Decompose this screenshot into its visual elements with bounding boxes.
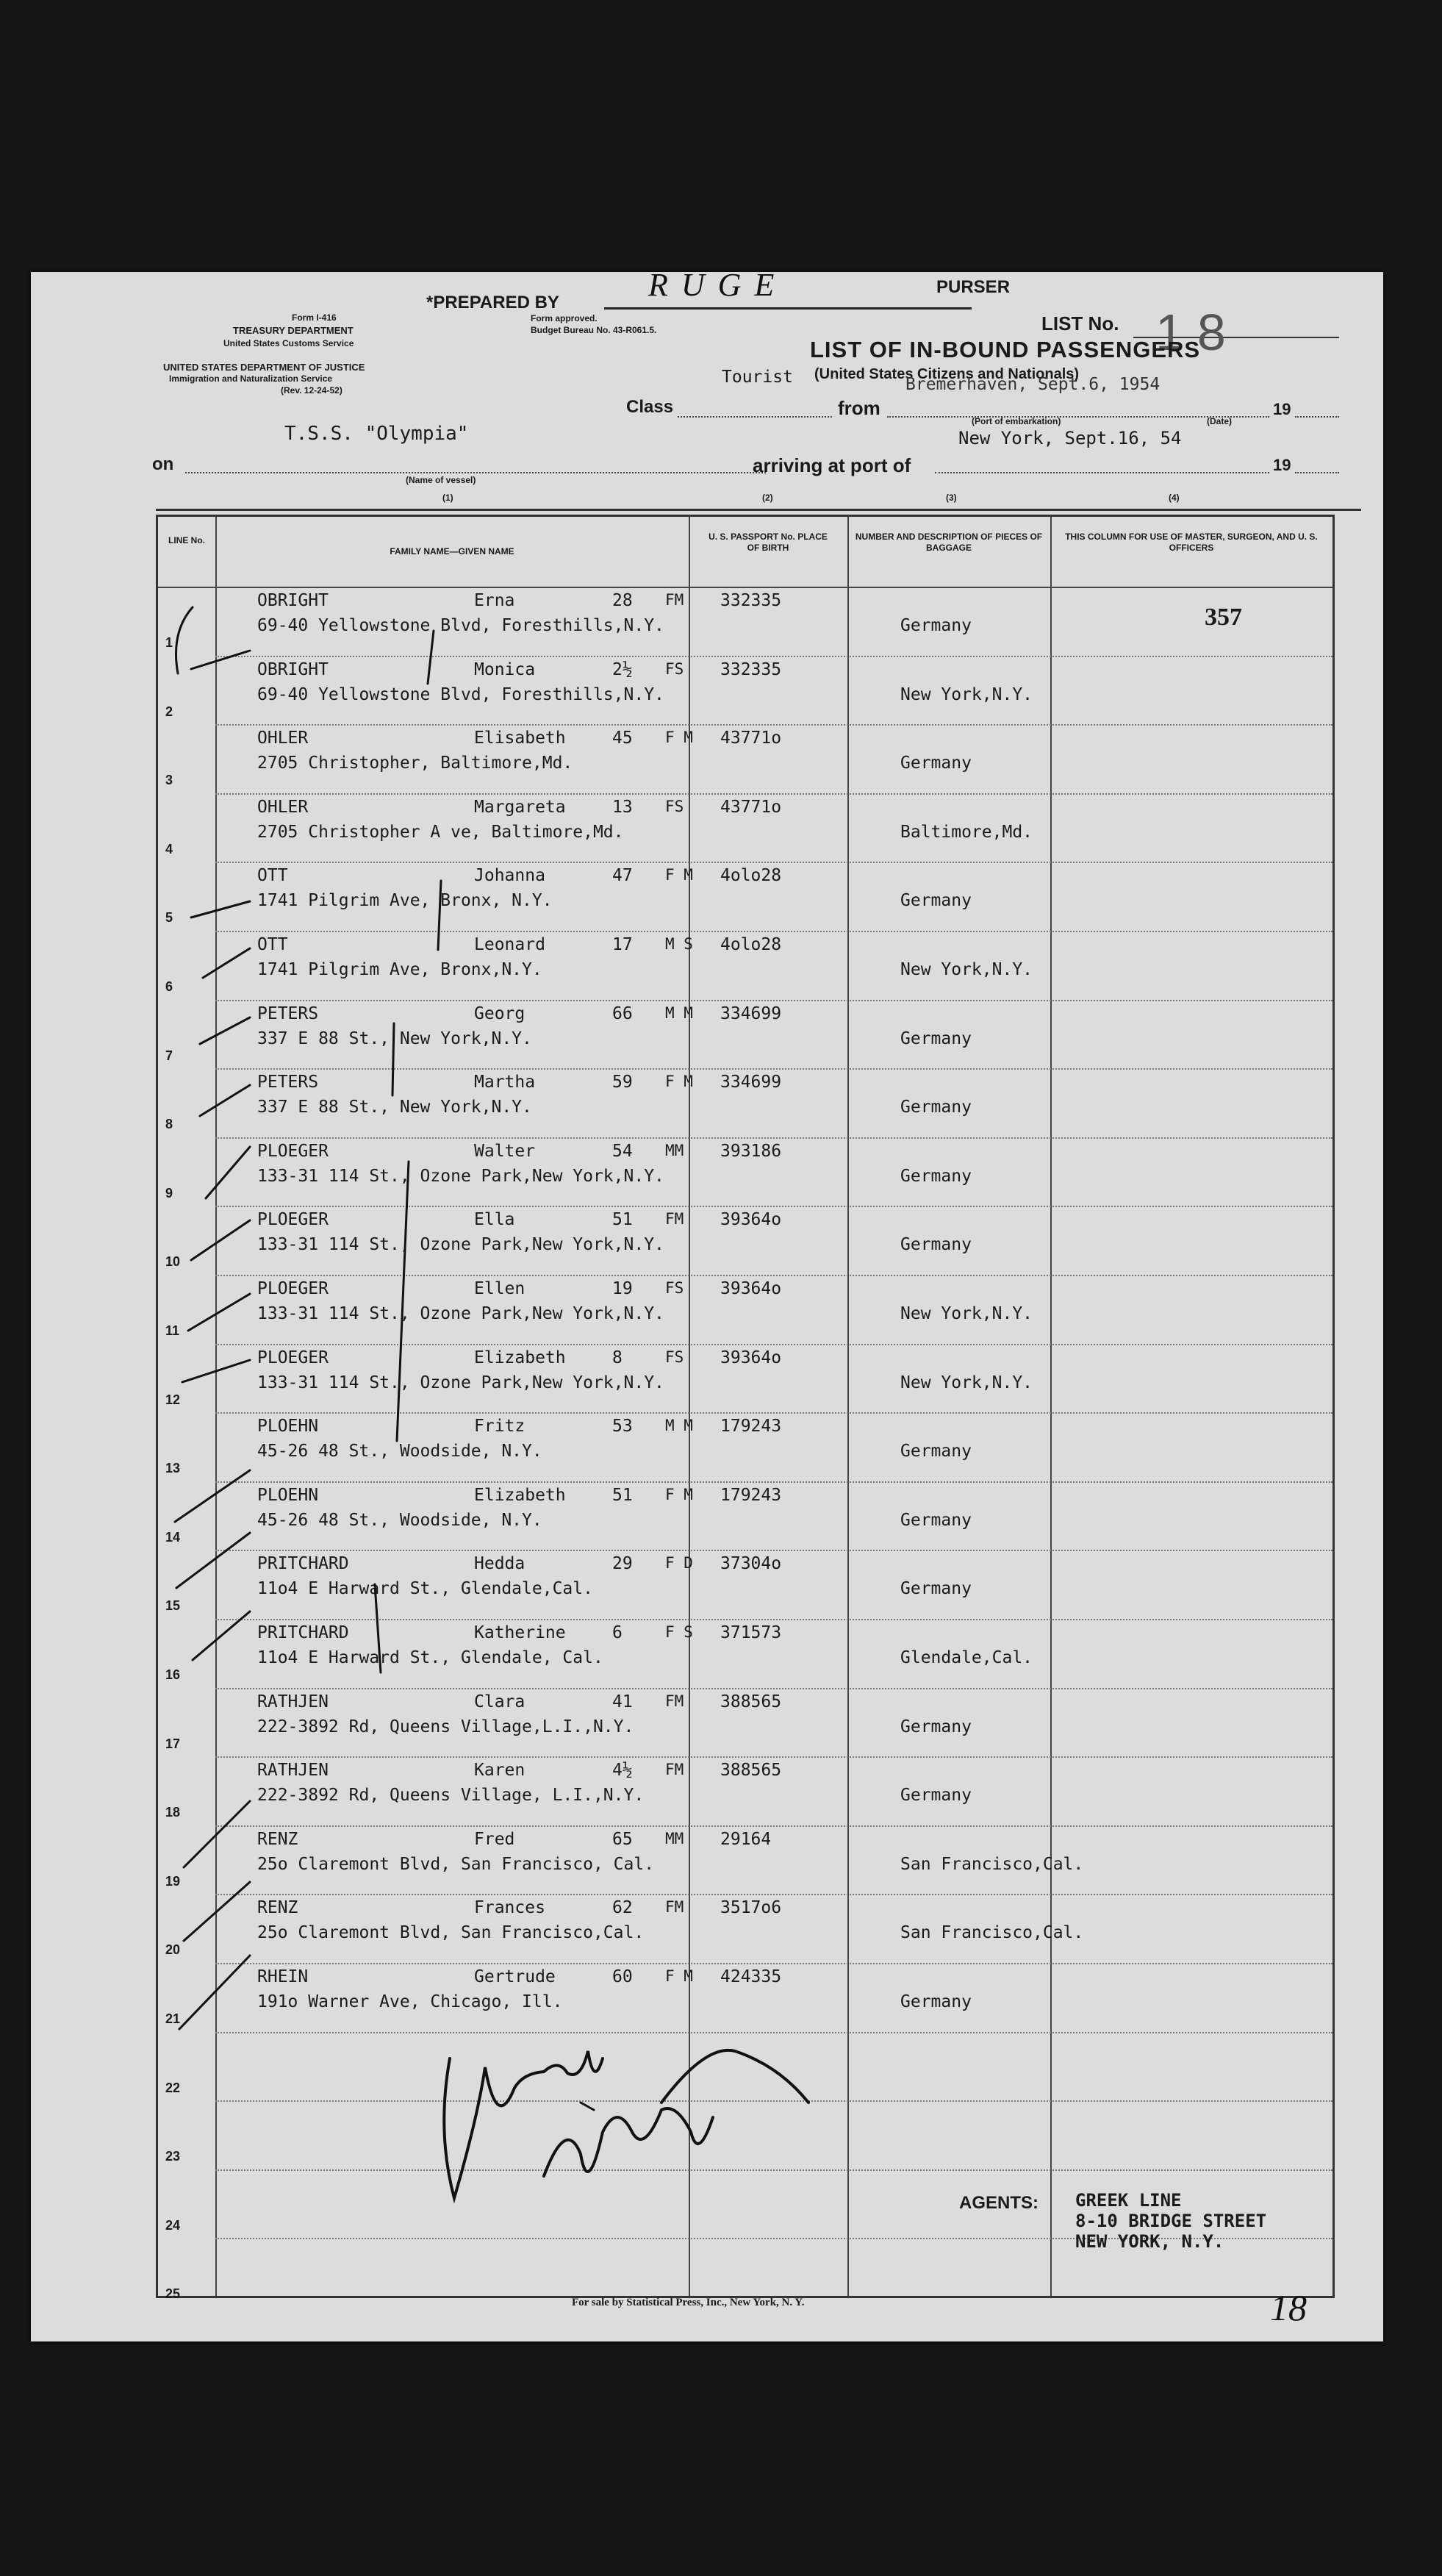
line-number: 1 <box>165 635 173 650</box>
given-name: Karen <box>474 1761 525 1781</box>
arriving-label: arriving at port of <box>753 454 911 476</box>
given-name: Georg <box>474 1003 525 1023</box>
form-revision: (Rev. 12-24-52) <box>281 385 342 396</box>
family-name: PRITCHARD <box>257 1623 349 1642</box>
line-number: 8 <box>165 1117 173 1132</box>
class-value: Tourist <box>722 368 793 387</box>
passport-number: 43771o <box>720 729 782 748</box>
line-number: 16 <box>165 1667 181 1682</box>
from-value: Bremerhaven, Sept.6, 1954 <box>905 375 1161 394</box>
budget-bureau: Budget Bureau No. 43-R061.5. <box>531 325 657 335</box>
from-year-underline <box>1295 416 1339 418</box>
line-number: 12 <box>165 1392 181 1407</box>
agents-line-1: GREEK LINE <box>1075 2190 1182 2211</box>
sex-status: FM <box>665 591 684 609</box>
sex-status: M S <box>665 935 693 953</box>
place-of-birth: New York,N.Y. <box>900 1373 1033 1392</box>
line-number: 18 <box>165 1805 181 1820</box>
age: 4½ <box>612 1761 633 1781</box>
col-number-3: (3) <box>946 493 957 503</box>
address: 69-40 Yellowstone Blvd, Foresthills,N.Y. <box>257 684 664 704</box>
row-divider <box>215 862 1332 863</box>
list-no-label: LIST No. <box>1041 312 1119 334</box>
col-header-passport: U. S. PASSPORT No. PLACE OF BIRTH <box>709 532 828 553</box>
age: 51 <box>612 1210 633 1230</box>
age: 66 <box>612 1003 633 1023</box>
given-name: Elizabeth <box>474 1485 566 1505</box>
given-name: Ella <box>474 1210 515 1230</box>
sex-status: F S <box>665 1623 693 1641</box>
place-of-birth: Germany <box>900 1992 972 2011</box>
sex-status: F M <box>665 1485 693 1503</box>
age: 51 <box>612 1485 633 1505</box>
given-name: Hedda <box>474 1554 525 1574</box>
line-number: 10 <box>165 1254 181 1270</box>
line-number: 15 <box>165 1598 181 1614</box>
row-divider <box>215 656 1332 657</box>
agents-line-2: 8-10 BRIDGE STREET <box>1075 2211 1267 2231</box>
address: 11o4 E Harward St., Glendale,Cal. <box>257 1579 593 1599</box>
row-divider <box>215 793 1332 795</box>
passport-number: 388565 <box>720 1692 782 1711</box>
line-number: 7 <box>165 1048 173 1063</box>
passport-number: 424335 <box>720 1967 782 1986</box>
passport-number: 43771o <box>720 797 782 817</box>
place-of-birth: Germany <box>900 1442 972 1461</box>
sex-status: FS <box>665 797 684 815</box>
address: 2705 Christopher A ve, Baltimore,Md. <box>257 822 624 842</box>
col-header-officers: THIS COLUMN FOR USE OF MASTER, SURGEON, AND U. S. OFFICERS <box>1065 532 1318 553</box>
place-of-birth: San Francisco,Cal. <box>900 1923 1084 1943</box>
date-caption: (Date) <box>1207 416 1233 426</box>
line-number: 21 <box>165 2011 181 2026</box>
vessel-underline <box>185 472 766 473</box>
age: 2½ <box>612 659 633 679</box>
passport-number: 332335 <box>720 591 782 610</box>
sex-status: F M <box>665 1967 693 1985</box>
address: 45-26 48 St., Woodside, N.Y. <box>257 1510 542 1530</box>
row-divider <box>215 1756 1332 1758</box>
row-divider <box>215 1344 1332 1345</box>
col-number-1: (1) <box>442 493 453 503</box>
place-of-birth: New York,N.Y. <box>900 960 1033 979</box>
dept-treasury: TREASURY DEPARTMENT <box>233 325 354 336</box>
address: 69-40 Yellowstone Blvd, Foresthills,N.Y. <box>257 616 664 635</box>
printer-footer: For sale by Statistical Press, Inc., New York, N. Y. <box>572 2297 805 2308</box>
sex-status: F M <box>665 866 693 884</box>
given-name: Gertrude <box>474 1967 556 1986</box>
list-number: 18 <box>1155 304 1239 361</box>
family-name: PETERS <box>257 1003 319 1023</box>
place-of-birth: Germany <box>900 891 972 911</box>
address: 133-31 114 St., Ozone Park,New York,N.Y. <box>257 1235 664 1255</box>
from-year-label: 19 <box>1273 400 1291 418</box>
family-name: PLOEHN <box>257 1417 319 1437</box>
sex-status: FS <box>665 1348 684 1366</box>
given-name: Leonard <box>474 935 545 954</box>
place-of-birth: Germany <box>900 754 972 773</box>
agents-line-3: NEW YORK, N.Y. <box>1075 2231 1224 2252</box>
col-header-baggage: NUMBER AND DESCRIPTION OF PIECES OF BAGGAGE <box>855 532 1043 553</box>
sex-status: FM <box>665 1898 684 1917</box>
passport-number: 29164 <box>720 1829 772 1849</box>
family-name: RATHJEN <box>257 1692 329 1711</box>
passport-number: 3517o6 <box>720 1898 782 1918</box>
line-number: 5 <box>165 910 173 926</box>
dept-customs: United States Customs Service <box>223 338 354 348</box>
row-divider <box>215 1894 1332 1895</box>
family-name: RATHJEN <box>257 1761 329 1781</box>
given-name: Fritz <box>474 1417 525 1437</box>
age: 65 <box>612 1829 633 1849</box>
given-name: Martha <box>474 1073 536 1092</box>
given-name: Margareta <box>474 797 566 817</box>
passport-number: 39364o <box>720 1279 782 1298</box>
place-of-birth: Germany <box>900 1098 972 1117</box>
address: 25o Claremont Blvd, San Francisco, Cal. <box>257 1854 655 1874</box>
row-divider <box>215 1206 1332 1207</box>
family-name: PETERS <box>257 1073 319 1092</box>
line-number: 24 <box>165 2217 181 2233</box>
sex-status: FM <box>665 1692 684 1710</box>
place-of-birth: Germany <box>900 1028 972 1048</box>
officer-note: 357 <box>1205 604 1242 631</box>
family-name: OHLER <box>257 797 309 817</box>
dept-justice: UNITED STATES DEPARTMENT OF JUSTICE <box>163 362 365 373</box>
col-header-name: FAMILY NAME—GIVEN NAME <box>390 546 514 557</box>
family-name: OTT <box>257 935 288 954</box>
prepared-by-name: RUGE <box>648 267 788 303</box>
row-divider <box>215 2032 1332 2033</box>
address: 337 E 88 St., New York,N.Y. <box>257 1028 532 1048</box>
line-number: 2 <box>165 704 173 719</box>
col-header-line: LINE No. <box>168 535 205 545</box>
passenger-table <box>156 515 1335 2302</box>
row-divider <box>215 1825 1332 1827</box>
age: 19 <box>612 1279 633 1298</box>
given-name: Johanna <box>474 866 545 886</box>
prepared-by-label: *PREPARED BY <box>426 293 559 312</box>
sex-status: FS <box>665 659 684 678</box>
passport-number: 371573 <box>720 1623 782 1642</box>
sex-status: FM <box>665 1761 684 1779</box>
place-of-birth: New York,N.Y. <box>900 1304 1033 1323</box>
arriving-year-underline <box>1295 472 1339 473</box>
line-number: 23 <box>165 2149 181 2164</box>
row-divider <box>215 1275 1332 1276</box>
given-name: Erna <box>474 591 515 610</box>
form-subtitle: (United States Citizens and Nationals) <box>814 366 1080 382</box>
family-name: PLOEGER <box>257 1141 329 1161</box>
passport-number: 393186 <box>720 1141 782 1161</box>
age: 28 <box>612 591 633 610</box>
row-divider <box>215 1000 1332 1001</box>
age: 53 <box>612 1417 633 1437</box>
col-number-2: (2) <box>762 493 773 503</box>
port-embark-caption: (Port of embarkation) <box>972 416 1061 426</box>
family-name: PLOEGER <box>257 1279 329 1298</box>
given-name: Ellen <box>474 1279 525 1298</box>
age: 54 <box>612 1141 633 1161</box>
family-name: PLOEGER <box>257 1348 329 1367</box>
family-name: OBRIGHT <box>257 591 329 610</box>
passport-number: 334699 <box>720 1003 782 1023</box>
given-name: Elizabeth <box>474 1348 566 1367</box>
passport-number: 4olo28 <box>720 866 782 886</box>
age: 29 <box>612 1554 633 1574</box>
sex-status: M M <box>665 1003 693 1022</box>
line-number: 17 <box>165 1736 181 1751</box>
family-name: OHLER <box>257 729 309 748</box>
line-number: 22 <box>165 2080 181 2095</box>
given-name: Katherine <box>474 1623 566 1642</box>
address: 2705 Christopher, Baltimore,Md. <box>257 754 573 773</box>
row-divider <box>215 1963 1332 1964</box>
address: 11o4 E Harward St., Glendale, Cal. <box>257 1648 603 1667</box>
given-name: Clara <box>474 1692 525 1711</box>
passport-number: 37304o <box>720 1554 782 1574</box>
arriving-underline <box>935 472 1269 473</box>
age: 13 <box>612 797 633 817</box>
address: 337 E 88 St., New York,N.Y. <box>257 1098 532 1117</box>
on-label: on <box>152 454 174 474</box>
age: 6 <box>612 1623 623 1642</box>
agents-label: AGENTS: <box>959 2193 1039 2213</box>
passport-number: 179243 <box>720 1417 782 1437</box>
passport-number: 4olo28 <box>720 935 782 954</box>
passport-number: 388565 <box>720 1761 782 1781</box>
passport-number: 332335 <box>720 659 782 679</box>
line-number: 9 <box>165 1185 173 1201</box>
age: 8 <box>612 1348 623 1367</box>
address: 1741 Pilgrim Ave, Bronx,N.Y. <box>257 960 542 979</box>
row-divider <box>215 1137 1332 1139</box>
sex-status: MM <box>665 1141 684 1159</box>
family-name: OBRIGHT <box>257 659 329 679</box>
sex-status: F M <box>665 1073 693 1091</box>
place-of-birth: New York,N.Y. <box>900 684 1033 704</box>
from-label: from <box>838 397 880 419</box>
place-of-birth: Baltimore,Md. <box>900 822 1033 842</box>
row-divider <box>215 2169 1332 2171</box>
age: 62 <box>612 1898 633 1918</box>
given-name: Fred <box>474 1829 515 1849</box>
corner-handwritten-number: 18 <box>1270 2287 1307 2328</box>
passport-number: 39364o <box>720 1210 782 1230</box>
passport-number: 334699 <box>720 1073 782 1092</box>
row-divider <box>215 1481 1332 1483</box>
row-divider <box>215 724 1332 726</box>
age: 60 <box>612 1967 633 1986</box>
line-number: 6 <box>165 979 173 994</box>
family-name: RHEIN <box>257 1967 309 1986</box>
line-number: 11 <box>165 1323 180 1338</box>
family-name: PLOEHN <box>257 1485 319 1505</box>
form-number: Form I-416 <box>292 312 337 323</box>
given-name: Walter <box>474 1141 536 1161</box>
age: 17 <box>612 935 633 954</box>
sex-status: FS <box>665 1279 684 1297</box>
place-of-birth: Germany <box>900 1510 972 1530</box>
dept-immigration: Immigration and Naturalization Service <box>169 373 333 384</box>
place-of-birth: Germany <box>900 616 972 635</box>
age: 59 <box>612 1073 633 1092</box>
place-of-birth: Germany <box>900 1235 972 1255</box>
row-divider <box>215 2100 1332 2102</box>
row-divider <box>215 1550 1332 1551</box>
place-of-birth: Glendale,Cal. <box>900 1648 1033 1667</box>
address: 25o Claremont Blvd, San Francisco,Cal. <box>257 1923 645 1943</box>
age: 47 <box>612 866 633 886</box>
place-of-birth: Germany <box>900 1786 972 1806</box>
form-approved: Form approved. <box>531 313 598 323</box>
vessel-name: T.S.S. "Olympia" <box>284 423 469 445</box>
address: 45-26 48 St., Woodside, N.Y. <box>257 1442 542 1461</box>
place-of-birth: San Francisco,Cal. <box>900 1854 1084 1874</box>
sex-status: FM <box>665 1210 684 1228</box>
row-divider <box>215 1619 1332 1620</box>
row-divider <box>215 1688 1332 1689</box>
arriving-value: New York, Sept.16, 54 <box>958 428 1182 448</box>
family-name: RENZ <box>257 1829 298 1849</box>
arriving-year-label: 19 <box>1273 456 1291 474</box>
form-title: LIST OF IN-BOUND PASSENGERS <box>810 337 1201 362</box>
line-number: 3 <box>165 773 173 788</box>
line-number: 20 <box>165 1942 181 1958</box>
place-of-birth: Germany <box>900 1717 972 1736</box>
sex-status: F D <box>665 1554 693 1573</box>
address: 133-31 114 St., Ozone Park,New York,N.Y. <box>257 1304 664 1323</box>
family-name: PLOEGER <box>257 1210 329 1230</box>
place-of-birth: Germany <box>900 1579 972 1599</box>
header-rule <box>156 509 1361 511</box>
address: 222-3892 Rd, Queens Village, L.I.,N.Y. <box>257 1786 645 1806</box>
col-number-4: (4) <box>1169 493 1180 503</box>
given-name: Frances <box>474 1898 545 1918</box>
line-number: 14 <box>165 1529 181 1545</box>
sex-status: MM <box>665 1829 684 1847</box>
line-number: 4 <box>165 841 173 856</box>
purser-label: PURSER <box>936 277 1011 297</box>
vessel-caption: (Name of vessel) <box>406 475 476 485</box>
given-name: Elisabeth <box>474 729 566 748</box>
line-number: 19 <box>165 1873 181 1889</box>
family-name: OTT <box>257 866 288 886</box>
sex-status: M M <box>665 1417 693 1435</box>
address: 133-31 114 St., Ozone Park,New York,N.Y. <box>257 1166 664 1186</box>
address: 222-3892 Rd, Queens Village,L.I.,N.Y. <box>257 1717 634 1736</box>
passport-number: 179243 <box>720 1485 782 1505</box>
class-label: Class <box>626 397 674 417</box>
place-of-birth: Germany <box>900 1166 972 1186</box>
prepared-by-underline <box>604 307 972 310</box>
address: 191o Warner Ave, Chicago, Ill. <box>257 1992 563 2011</box>
passport-number: 39364o <box>720 1348 782 1367</box>
age: 45 <box>612 729 633 748</box>
line-number: 25 <box>165 2286 181 2302</box>
row-divider <box>215 1412 1332 1414</box>
sex-status: F M <box>665 729 693 747</box>
line-number: 13 <box>165 1461 181 1476</box>
family-name: PRITCHARD <box>257 1554 349 1574</box>
age: 41 <box>612 1692 633 1711</box>
family-name: RENZ <box>257 1898 298 1918</box>
row-divider <box>215 931 1332 932</box>
address: 133-31 114 St., Ozone Park,New York,N.Y. <box>257 1373 664 1392</box>
row-divider <box>215 1068 1332 1070</box>
address: 1741 Pilgrim Ave, Bronx, N.Y. <box>257 891 553 911</box>
given-name: Monica <box>474 659 536 679</box>
class-underline <box>678 416 832 418</box>
